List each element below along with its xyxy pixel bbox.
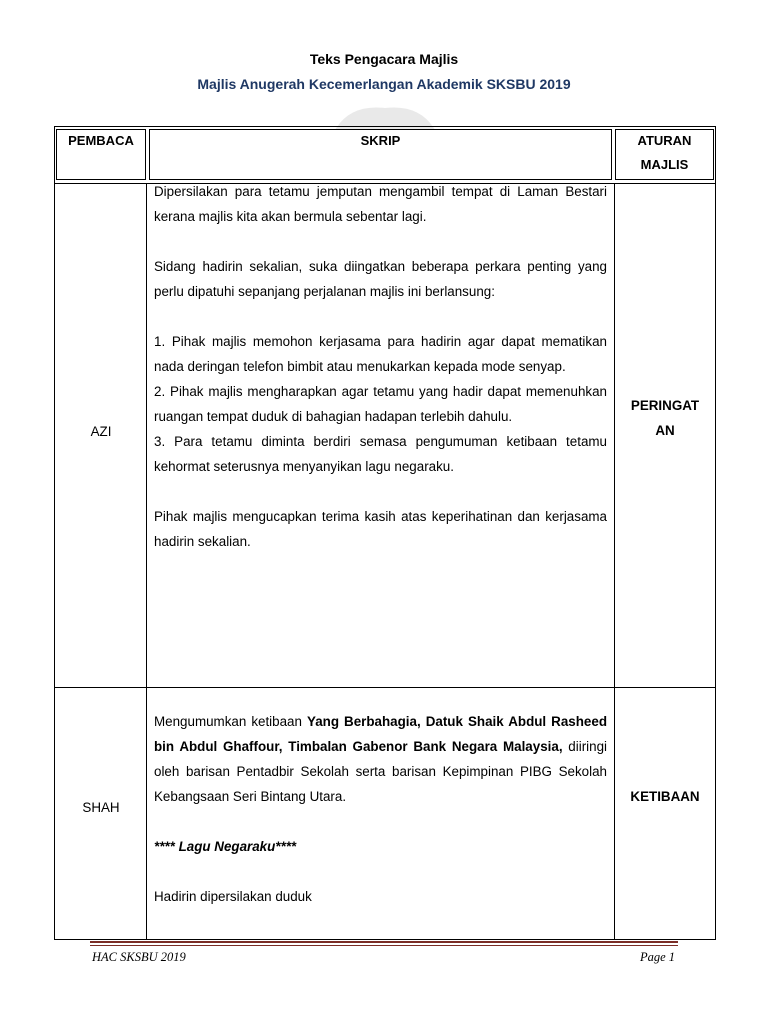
script-paragraph: Pihak majlis mengucapkan terima kasih atas keperihatinan dan kerjasama hadirin sekalian. [154, 509, 607, 549]
script-list-item: 3. Para tetamu diminta berdiri semasa pengumuman ketibaan tetamu kehormat seterusnya menyanyikan lagu negaraku. [154, 434, 607, 474]
rule-peringatan-line2: AN [655, 423, 675, 438]
announce-text-tail: diiringi oleh barisan Pentadbir Sekolah serta barisan Kepimpinan PIBG Sekolah Kebangsaan Seri Bintang Utara. [154, 739, 607, 804]
script-paragraph: Hadirin dipersilakan duduk [154, 889, 312, 904]
reader-azi: AZI [90, 424, 112, 439]
document-subtitle [0, 76, 768, 92]
footer-rule-thick [90, 941, 678, 943]
announce-text: Mengumumkan ketibaan [154, 714, 307, 729]
guest-of-honour: Yang Berbahagia, Datuk Shaik Abdul Rasheed bin Abdul Ghaffour, Timbalan Gabenor Bank Negara Malaysia, [154, 714, 608, 754]
script-list-item: 1. Pihak majlis memohon kerjasama para hadirin agar dapat mematikan nada deringan telefon bimbit atau menukarkan kepada mode senyap. [154, 334, 607, 374]
subtitle-main: Majlis Anugerah Kecemerlangan Akademik [197, 76, 487, 92]
script-paragraph [154, 709, 607, 809]
page-number: Page 1 [639, 950, 675, 964]
footer-label: HAC SKSBU 2019 [92, 950, 186, 964]
anthem-line [154, 834, 607, 859]
header-skrip: SKRIP [360, 133, 401, 148]
script-paragraph: Dipersilakan para tetamu jemputan mengambil tempat di Laman Bestari kerana majlis kita akan bermula sebentar lagi. [154, 184, 607, 224]
column-divider-1 [146, 183, 147, 940]
document-title: Teks Pengacara Majlis [309, 51, 459, 67]
header-aturan-line2: MAJLIS [640, 157, 689, 172]
footer-rule-thin [90, 945, 678, 946]
anthem-text: **** Lagu Negaraku**** [154, 839, 297, 854]
subtitle-tail: SKSBU 2019 [486, 76, 571, 92]
rule-ketibaan: KETIBAAN [630, 789, 700, 804]
header-aturan [615, 129, 714, 177]
header-pembaca: PEMBACA [68, 133, 134, 148]
script-paragraph: Sidang hadirin sekalian, suka diingatkan beberapa perkara penting yang perlu dipatuhi sepanjang perjalanan majlis ini berlansung: [154, 259, 607, 299]
reader-shah: SHAH [82, 800, 120, 815]
script-row-azi [154, 179, 607, 554]
row-divider [54, 687, 716, 688]
rule-peringatan [615, 393, 715, 443]
header-aturan-line1: ATURAN [637, 133, 692, 148]
script-row-shah [154, 709, 607, 909]
script-list-item: 2. Pihak majlis mengharapkan agar tetamu yang hadir dapat memenuhkan ruangan tempat duduk di bahagian hadapan terlebih dahulu. [154, 384, 607, 424]
column-divider-2 [614, 183, 615, 940]
rule-peringatan-line1: PERINGAT [630, 398, 700, 413]
